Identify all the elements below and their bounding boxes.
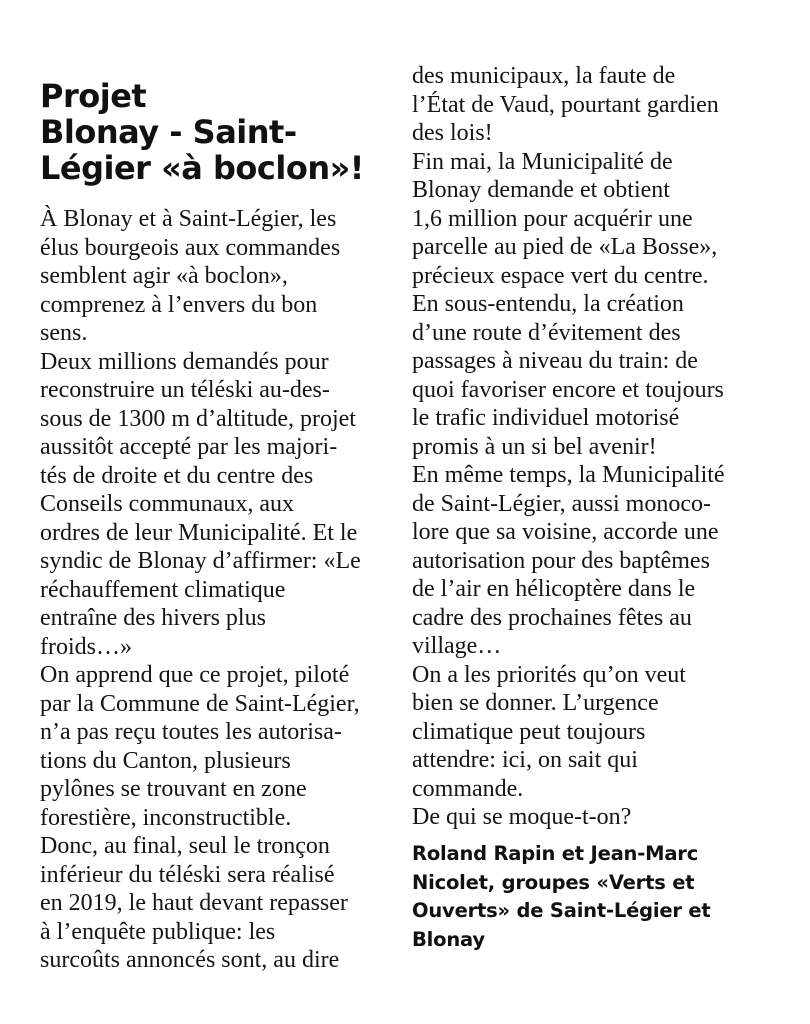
headline-line: Blonay - Saint- [40,113,297,151]
body-line: Donc, au final, seul le tronçon [40,833,330,859]
signature-line: Roland Rapin et Jean-Marc [412,842,699,865]
body-line: lore que sa voisine, accorde une [412,519,719,545]
body-line: de Saint-Légier, aussi monoco- [412,490,711,517]
body-line: cadre des prochaines fêtes au [412,604,692,631]
body-line: en 2019, le haut devant repasser [40,890,348,916]
body-line: pylônes se trouvant en zone [40,776,307,802]
body-line: l’État de Vaud, pourtant gardien [412,91,719,118]
body-line: quoi favoriser encore et toujours [412,376,724,403]
body-line: climatique peut toujours [412,718,646,745]
body-line: tions du Canton, plusieurs [40,747,291,774]
body-line: promis à un si bel avenir! [412,433,657,460]
body-line: village… [412,633,502,659]
body-line: De qui se moque-t-on? [412,804,632,830]
body-line: élus bourgeois aux commandes [40,234,341,261]
body-line: n’a pas reçu toutes les autorisa- [40,719,342,745]
body-line: par la Commune de Saint-Légier, [40,690,360,717]
body-line: En même temps, la Municipalité [412,462,725,488]
body-line: forestière, inconstructible. [40,804,292,831]
body-line: À Blonay et à Saint-Légier, les [40,206,337,232]
signature-line: Ouverts» de Saint-Légier et [412,899,711,922]
body-line: de l’air en hélicoptère dans le [412,576,696,602]
body-line: reconstruire un téléski au-des- [40,377,330,403]
body-line: réchauffement climatique [40,576,286,603]
body-line: parcelle au pied de «La Bosse», [412,234,718,260]
body-line: bien se donner. L’urgence [412,690,659,716]
signature-line: Nicolet, groupes «Verts et [412,870,695,894]
right-column-body [412,62,782,832]
body-line: syndic de Blonay d’affirmer: «Le [40,548,361,574]
body-line: Deux millions demandés pour [40,348,329,375]
left-column-body [40,205,400,975]
body-line: précieux espace vert du centre. [412,262,709,289]
body-line: Fin mai, la Municipalité de [412,148,673,175]
body-line: inférieur du téléski sera réalisé [40,861,335,888]
body-line: ordres de leur Municipalité. Et le [40,519,358,546]
body-line: autorisation pour des baptêmes [412,547,710,574]
body-line: froids…» [40,633,132,660]
body-line: commande. [412,775,524,802]
body-line: sous de 1300 m d’altitude, projet [40,405,356,432]
body-line: entraîne des hivers plus [40,605,266,631]
body-line: des lois! [412,120,493,146]
body-line: 1,6 million pour acquérir une [412,205,693,232]
article-headline [40,78,400,186]
body-line: le trafic individuel motorisé [412,405,680,431]
body-line: sens. [40,320,88,346]
body-line: d’une route d’évitement des [412,319,681,346]
body-line: Conseils communaux, aux [40,491,294,517]
body-line: semblent agir «à boclon», [40,263,288,289]
body-line: tés de droite et du centre des [40,462,314,489]
headline-line: Projet [40,77,147,115]
body-line: On apprend que ce projet, piloté [40,662,350,688]
body-line: Blonay demande et obtient [412,177,670,203]
body-line: En sous-entendu, la création [412,291,684,317]
body-line: attendre: ici, on sait qui [412,747,638,773]
author-signature [412,840,782,954]
body-line: passages à niveau du train: de [412,348,698,374]
body-line: à l’enquête publique: les [40,918,276,945]
headline-line: Légier «à boclon»! [40,149,364,187]
body-line: comprenez à l’envers du bon [40,291,318,318]
body-line: des municipaux, la faute de [412,63,676,89]
signature-line: Blonay [412,927,485,951]
body-line: surcoûts annoncés sont, au dire [40,947,340,973]
body-line: On a les priorités qu’on veut [412,661,686,688]
body-line: aussitôt accepté par les majori- [40,434,338,460]
